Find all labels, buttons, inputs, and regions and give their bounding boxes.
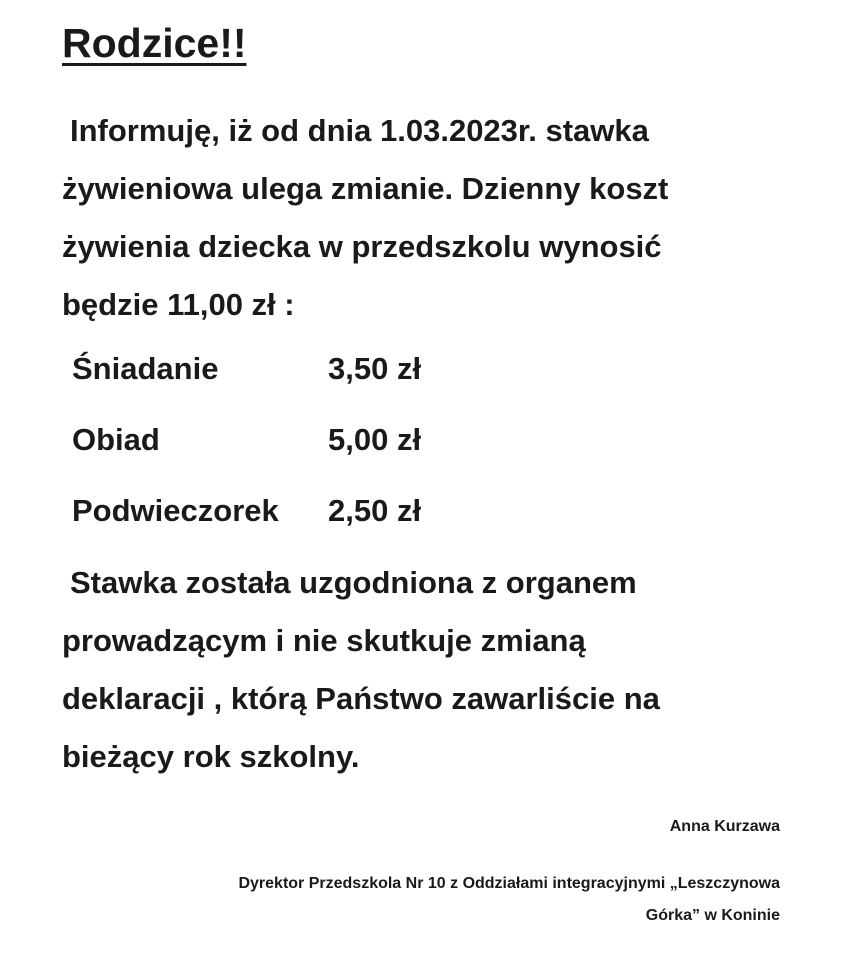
intro-line: Informuję, iż od dnia 1.03.2023r. stawka [70, 113, 649, 148]
meal-row-snack [72, 482, 421, 553]
intro-line: będzie 11,00 zł : [62, 287, 295, 322]
signature-role-line: Dyrektor Przedszkola Nr 10 z Oddziałami integracyjnymi „Leszczynowa [238, 875, 780, 892]
meal-row-lunch [72, 411, 421, 482]
meal-name: Śniadanie [72, 351, 219, 386]
outro-line: deklaracji , którą Państwo zawarliście na [62, 681, 660, 716]
intro-line: żywienia dziecka w przedszkolu wynosić [62, 229, 662, 264]
meal-price: 2,50 zł [328, 493, 422, 528]
signature-role-line: Górka” w Koninie [645, 907, 780, 924]
outro-line: bieżący rok szkolny. [62, 739, 360, 774]
meal-name: Podwieczorek [72, 493, 279, 528]
signature-role [120, 868, 780, 932]
signature-name: Anna Kurzawa [669, 818, 780, 835]
intro-paragraph [62, 102, 802, 334]
meal-price: 5,00 zł [328, 422, 422, 457]
notice-title: Rodzice!! [62, 20, 247, 66]
meal-name: Obiad [72, 422, 160, 457]
meal-row-breakfast [72, 340, 421, 411]
intro-line: żywieniowa ulega zmianie. Dzienny koszt [62, 171, 669, 206]
outro-paragraph [62, 554, 802, 786]
outro-line: Stawka została uzgodniona z organem [70, 565, 637, 600]
outro-line: prowadzącym i nie skutkuje zmianą [62, 623, 586, 658]
meal-price: 3,50 zł [328, 351, 422, 386]
meal-price-list [72, 340, 421, 553]
